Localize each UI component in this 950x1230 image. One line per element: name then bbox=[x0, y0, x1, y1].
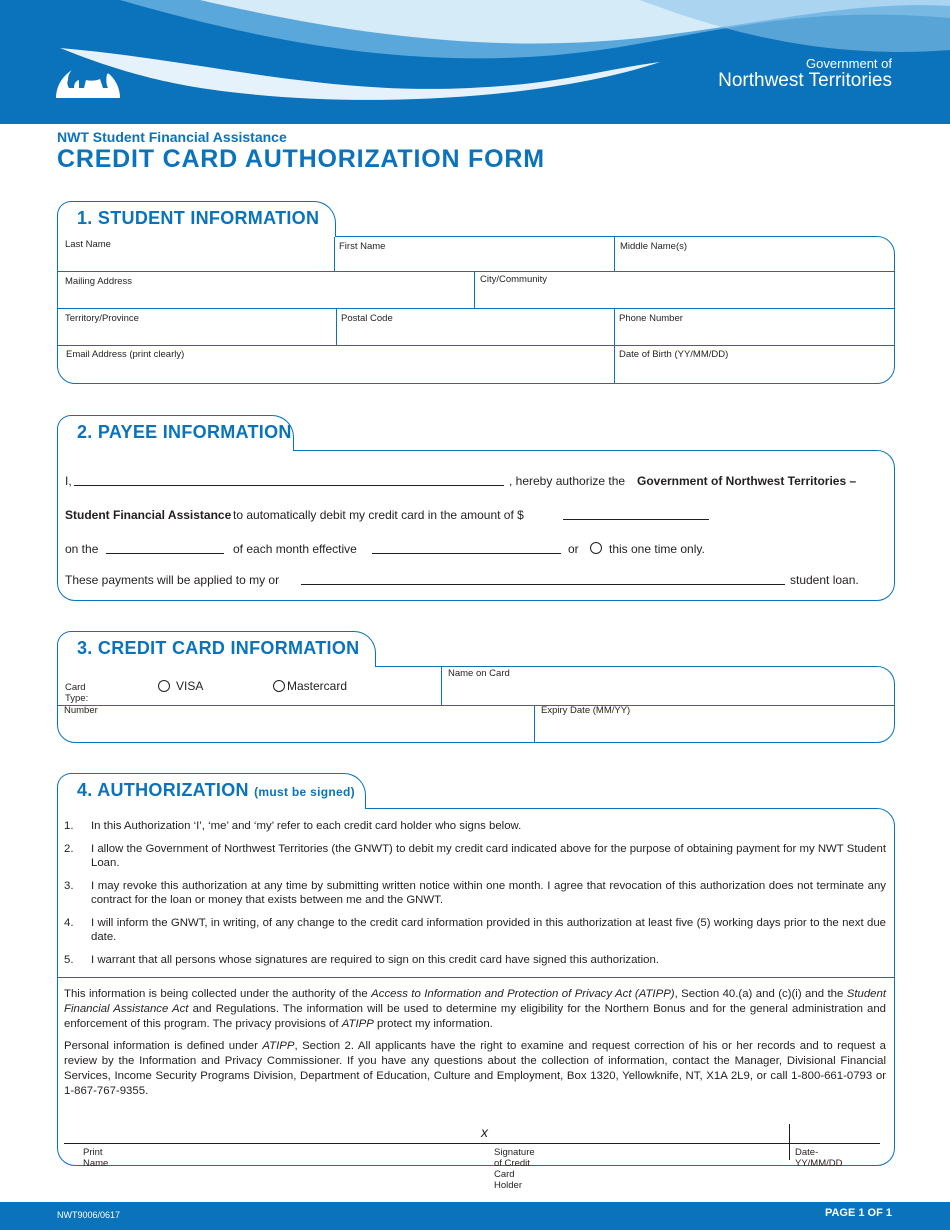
section2-tab bbox=[57, 415, 294, 451]
mastercard-label: Mastercard bbox=[287, 679, 348, 693]
first-name-field[interactable] bbox=[335, 237, 614, 271]
email-field[interactable] bbox=[58, 346, 614, 384]
section2-heading: 2. PAYEE INFORMATION bbox=[77, 422, 292, 442]
signature-label: Signature of Credit Card Holder bbox=[494, 1147, 535, 1191]
section1-heading: 1. STUDENT INFORMATION bbox=[77, 208, 320, 228]
polar-bear-icon bbox=[52, 32, 124, 104]
payee-gnwt-bold: Government of Northwest Territories – bbox=[637, 474, 857, 488]
card-number-field[interactable] bbox=[58, 705, 533, 742]
visa-radio[interactable] bbox=[158, 680, 170, 692]
last-name-label: Last Name bbox=[65, 239, 111, 250]
list-item: 3. I may revoke this authorization at any time by submitting written notice within one month. I agree that revocation of this authorization does not terminate any contract for the loan or money that exists between me and the GNWT. bbox=[64, 880, 886, 906]
email-label: Email Address (print clearly) bbox=[66, 349, 185, 360]
city-community-label: City/Community bbox=[480, 274, 548, 285]
list-item: 4. I will inform the GNWT, in writing, of any change to the credit card information provided in this authorization at least five (5) working days prior to the next due date. bbox=[64, 917, 886, 943]
mastercard-radio[interactable] bbox=[273, 680, 285, 692]
privacy-paragraph-1: This information is being collected under the authority of the Access to Information and Protection of Privacy Act (ATIPP), Section 40.(a) and (c)(i) and the Student Financial Assistance Act and Regulations. The information will be used to determine my eligibility for the Northern Bonus and for the general administration and enforcement of this program. The privacy provisions of ATIPP protect my information. bbox=[64, 988, 887, 1030]
list-item: 5. I warrant that all persons whose signatures are required to sign on this credit card have signed this authorization. bbox=[64, 954, 659, 966]
payee-applied-label: These payments will be applied to my or bbox=[65, 573, 280, 587]
payee-name-input[interactable] bbox=[74, 485, 504, 486]
territory-province-label: Territory/Province bbox=[65, 313, 139, 324]
section1-tab bbox=[57, 201, 336, 237]
first-name-label: First Name bbox=[339, 241, 386, 252]
payee-debit-text: to automatically debit my credit card in the amount of $ bbox=[233, 508, 524, 522]
postal-code-label: Postal Code bbox=[341, 313, 393, 324]
privacy-notice bbox=[64, 987, 886, 1106]
payee-or-label: or bbox=[568, 542, 579, 556]
visa-label: VISA bbox=[176, 679, 204, 693]
privacy-paragraph-2: Personal information is defined under ATIPP, Section 2. All applicants have the right to examine and request correction of his or her records and to request a review by the Information and Privacy Commissioner. If you have any questions about the collection of information, contact the Manager, Divisional Financial Services, Income Security Programs Division, Department of Education, Culture and Employment, Box 1320, Yellowknife, NT, X1A 2L9, or call 1-800-661-0793 or 1-867-767-9355. bbox=[64, 1040, 886, 1097]
section3-tab bbox=[57, 631, 376, 667]
one-time-radio[interactable] bbox=[590, 542, 602, 554]
name-on-card-field[interactable] bbox=[442, 667, 894, 704]
effective-date-input[interactable] bbox=[372, 553, 561, 554]
student-info-box bbox=[57, 236, 895, 384]
phone-number-label: Phone Number bbox=[619, 313, 683, 324]
mailing-address-field[interactable] bbox=[58, 272, 474, 308]
postal-code-field[interactable] bbox=[337, 309, 614, 345]
payee-sfa-bold: Student Financial Assistance bbox=[65, 508, 232, 522]
name-on-card-label: Name on Card bbox=[448, 668, 510, 679]
date-label: Date- YY/MM/DD bbox=[795, 1147, 843, 1169]
list-item: 2. I allow the Government of Northwest Territories (the GNWT) to debit my credit card indicated above for the purpose of obtaining payment for my NWT Student Loan. bbox=[64, 843, 886, 869]
expiry-date-field[interactable] bbox=[535, 705, 894, 742]
middle-names-field[interactable] bbox=[615, 237, 894, 271]
middle-names-label: Middle Name(s) bbox=[620, 241, 688, 252]
dob-label: Date of Birth (YY/MM/DD) bbox=[619, 349, 729, 360]
mailing-address-label: Mailing Address bbox=[65, 276, 133, 287]
gov-label-large: Northwest Territories bbox=[718, 70, 892, 91]
section4-heading-note: (must be signed) bbox=[254, 785, 355, 799]
card-number-label: Number bbox=[64, 705, 98, 716]
territory-province-field[interactable] bbox=[58, 309, 336, 345]
payee-one-time-label: this one time only. bbox=[609, 542, 705, 556]
last-name-field[interactable] bbox=[58, 237, 334, 271]
amount-input[interactable] bbox=[563, 519, 709, 520]
payee-effective-label: of each month effective bbox=[233, 542, 357, 556]
loan-type-input[interactable] bbox=[301, 584, 785, 585]
payee-on-the-label: on the bbox=[65, 542, 99, 556]
expiry-date-label: Expiry Date (MM/YY) bbox=[541, 705, 631, 716]
signature-date-field[interactable] bbox=[790, 1120, 880, 1144]
payee-student-loan-label: student loan. bbox=[790, 573, 859, 587]
page-title: CREDIT CARD AUTHORIZATION FORM bbox=[57, 145, 545, 173]
header-banner bbox=[0, 0, 950, 124]
page-number: PAGE 1 OF 1 bbox=[824, 1207, 892, 1219]
signature-x-mark: x bbox=[481, 1124, 488, 1140]
list-item: 1. In this Authorization ‘I’, ‘me’ and ‘my’ refer to each credit card holder who signs below. bbox=[64, 820, 522, 832]
authorization-list bbox=[64, 819, 886, 976]
card-type-label: Card Type: bbox=[65, 682, 89, 704]
date-of-birth-field[interactable] bbox=[615, 346, 894, 384]
print-name-label: Print Name bbox=[83, 1147, 109, 1169]
print-name-field[interactable] bbox=[64, 1120, 474, 1144]
day-of-month-input[interactable] bbox=[106, 553, 224, 554]
phone-number-field[interactable] bbox=[615, 309, 894, 345]
footer-bar bbox=[0, 1202, 950, 1230]
form-subtitle: NWT Student Financial Assistance bbox=[57, 129, 287, 145]
section3-heading: 3. CREDIT CARD INFORMATION bbox=[77, 638, 360, 658]
payee-authorize-text: , hereby authorize the bbox=[509, 474, 626, 488]
signature-field[interactable] bbox=[476, 1120, 788, 1144]
gov-label-small: Government of bbox=[806, 56, 892, 71]
form-code: NWT9006/0617 bbox=[57, 1210, 121, 1220]
payee-i-label: I, bbox=[65, 474, 72, 488]
section4-heading: 4. AUTHORIZATION bbox=[77, 780, 249, 800]
section4-tab bbox=[57, 773, 366, 809]
city-community-field[interactable] bbox=[475, 272, 894, 308]
